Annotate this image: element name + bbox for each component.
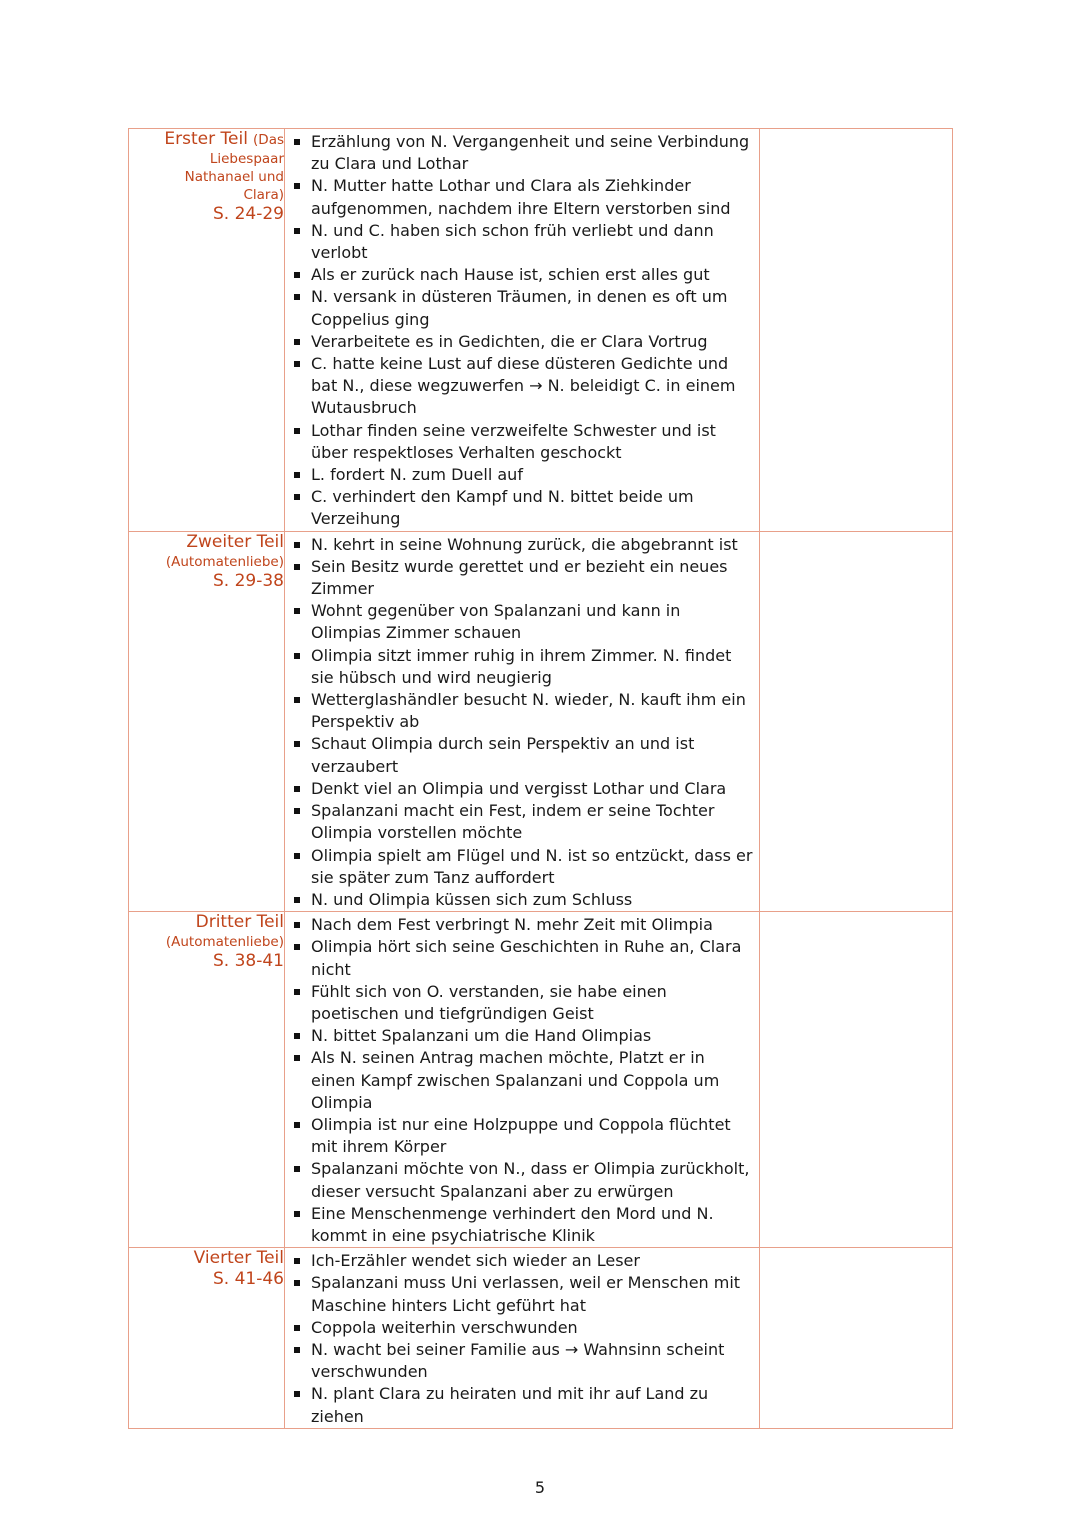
section-pages: S. 24-29 — [213, 204, 284, 224]
list-item: N. bittet Spalanzani um die Hand Olimpias — [291, 1025, 753, 1047]
table-row-part-3 — [129, 912, 953, 1248]
page-number: 5 — [534, 1478, 546, 1497]
section-title: Dritter Teil — [195, 912, 284, 933]
section-label-cell — [129, 129, 285, 532]
section-label-cell — [129, 1248, 285, 1429]
section-subtitle-line: Nathanael und — [184, 169, 284, 185]
list-item: L. fordert N. zum Duell auf — [291, 464, 753, 486]
list-item: Eine Menschenmenge verhindert den Mord und N. kommt in eine psychiatrische Klinik — [291, 1203, 753, 1247]
list-item: Wetterglashändler besucht N. wieder, N. kauft ihm ein Perspektiv ab — [291, 689, 753, 733]
list-item: Olimpia hört sich seine Geschichten in Ruhe an, Clara nicht — [291, 936, 753, 980]
table-row-part-2 — [129, 531, 953, 911]
section-subtitle-line: (Automatenliebe) — [165, 934, 284, 951]
list-item: Spalanzani macht ein Fest, indem er seine Tochter Olimpia vorstellen möchte — [291, 800, 753, 844]
section-title: Zweiter Teil — [186, 531, 284, 552]
list-item: Sein Besitz wurde gerettet und er bezieht ein neues Zimmer — [291, 556, 753, 600]
list-item: Coppola weiterhin verschwunden — [291, 1317, 753, 1339]
section-points-cell — [285, 1248, 760, 1429]
list-item: Wohnt gegenüber von Spalanzani und kann in Olimpias Zimmer schauen — [291, 600, 753, 644]
list-item: N. kehrt in seine Wohnung zurück, die abgebrannt ist — [291, 534, 753, 556]
notes-cell — [760, 1248, 953, 1429]
list-item: Erzählung von N. Vergangenheit und seine Verbindung zu Clara und Lothar — [291, 131, 753, 175]
list-item: Als er zurück nach Hause ist, schien erst alles gut — [291, 264, 753, 286]
section-label-cell — [129, 531, 285, 911]
bullet-list — [285, 129, 759, 531]
list-item: Spalanzani muss Uni verlassen, weil er Menschen mit Maschine hinters Licht geführt hat — [291, 1272, 753, 1316]
list-item: Schaut Olimpia durch sein Perspektiv an und ist verzaubert — [291, 733, 753, 777]
list-item: N. und C. haben sich schon früh verliebt und dann verlobt — [291, 220, 753, 264]
list-item: Nach dem Fest verbringt N. mehr Zeit mit Olimpia — [291, 914, 753, 936]
list-item: Als N. seinen Antrag machen möchte, Platzt er in einen Kampf zwischen Spalanzani und Coppola um Olimpia — [291, 1047, 753, 1114]
section-pages: S. 29-38 — [213, 570, 284, 591]
list-item: N. wacht bei seiner Familie aus → Wahnsinn scheint verschwunden — [291, 1339, 753, 1383]
table-row-part-1 — [129, 129, 953, 532]
section-points-cell — [285, 912, 760, 1248]
list-item: Denkt viel an Olimpia und vergisst Lothar und Clara — [291, 778, 753, 800]
list-item: Verarbeitete es in Gedichten, die er Clara Vortrug — [291, 331, 753, 353]
list-item: C. verhindert den Kampf und N. bittet beide um Verzeihung — [291, 486, 753, 530]
section-subtitle-line: (Automatenliebe) — [165, 553, 284, 570]
notes-cell — [760, 531, 953, 911]
section-subtitle-line: Liebespaar — [209, 151, 284, 167]
list-item: Fühlt sich von O. verstanden, sie habe einen poetischen und tiefgründigen Geist — [291, 981, 753, 1025]
bullet-list — [285, 1248, 759, 1428]
section-points-cell — [285, 129, 760, 532]
list-item: N. versank in düsteren Träumen, in denen es oft um Coppelius ging — [291, 286, 753, 330]
list-item: N. und Olimpia küssen sich zum Schluss — [291, 889, 753, 911]
list-item: Ich-Erzähler wendet sich wieder an Leser — [291, 1250, 753, 1272]
list-item: N. Mutter hatte Lothar und Clara als Ziehkinder aufgenommen, nachdem ihre Eltern verstorben sind — [291, 175, 753, 219]
list-item: Olimpia spielt am Flügel und N. ist so entzückt, dass er sie später zum Tanz auffordert — [291, 845, 753, 889]
bullet-list — [285, 912, 759, 1247]
list-item: C. hatte keine Lust auf diese düsteren Gedichte und bat N., diese wegzuwerfen → N. beleidigt C. in einem Wutausbruch — [291, 353, 753, 420]
section-title: Vierter Teil — [193, 1248, 284, 1269]
notes-cell — [760, 129, 953, 532]
list-item: Spalanzani möchte von N., dass er Olimpia zurückholt, dieser versucht Spalanzani aber zu erwürgen — [291, 1158, 753, 1202]
section-subtitle-line: Clara) — [243, 187, 284, 203]
bullet-list — [285, 532, 759, 911]
section-pages: S. 41-46 — [213, 1269, 284, 1290]
list-item: Lothar finden seine verzweifelte Schwester und ist über respektloses Verhalten geschockt — [291, 420, 753, 464]
list-item: N. plant Clara zu heiraten und mit ihr auf Land zu ziehen — [291, 1383, 753, 1427]
section-subtitle: (Das — [253, 132, 284, 148]
list-item: Olimpia ist nur eine Holzpuppe und Coppola flüchtet mit ihrem Körper — [291, 1114, 753, 1158]
section-points-cell — [285, 531, 760, 911]
list-item: Olimpia sitzt immer ruhig in ihrem Zimmer. N. findet sie hübsch und wird neugierig — [291, 645, 753, 689]
section-title-line — [129, 129, 284, 150]
section-pages: S. 38-41 — [213, 951, 284, 972]
table-row-part-4 — [129, 1248, 953, 1429]
chapter-summary-table — [128, 128, 953, 1429]
section-label-cell — [129, 912, 285, 1248]
section-title: Erster Teil — [164, 129, 248, 149]
notes-cell — [760, 912, 953, 1248]
